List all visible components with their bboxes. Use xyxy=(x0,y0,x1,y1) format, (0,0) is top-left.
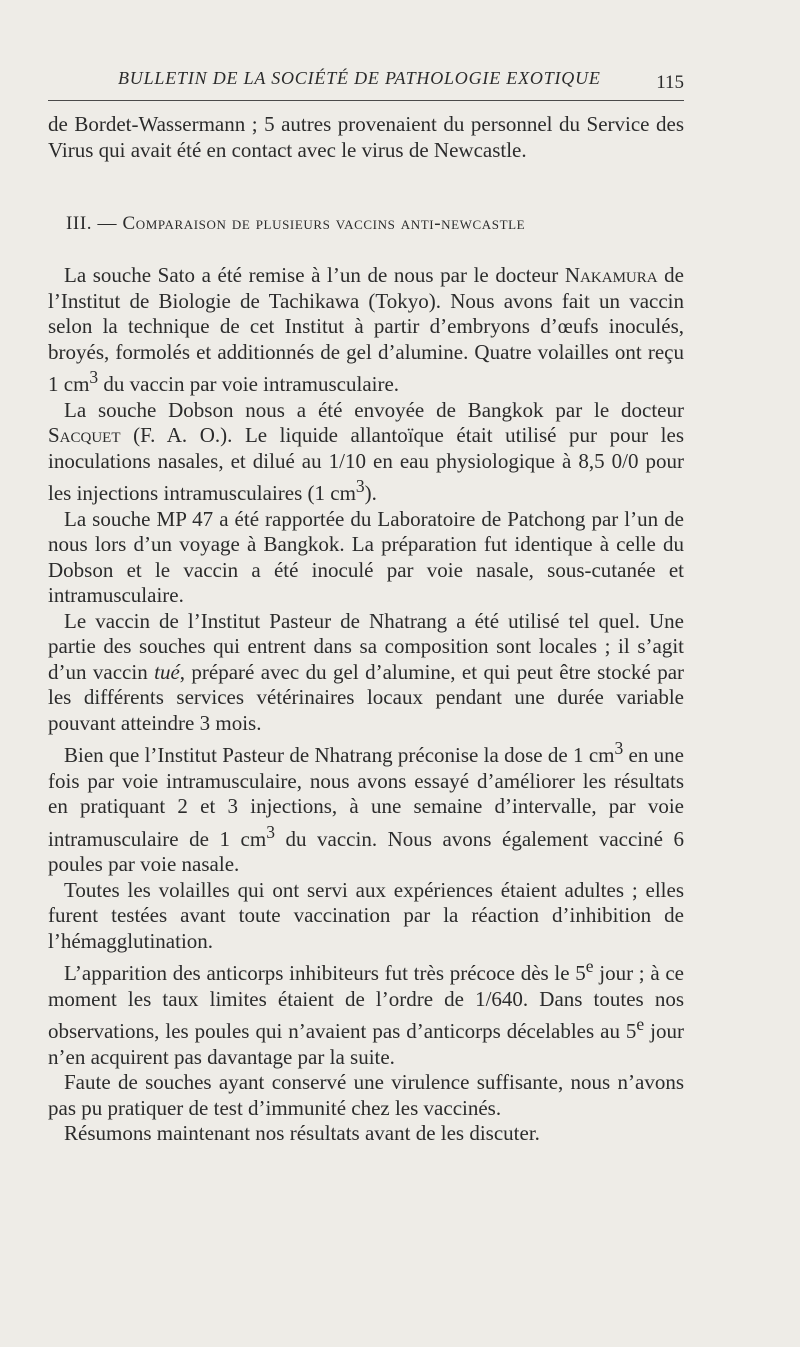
text-run: La souche Dobson nous a été envoyée de Bangkok par le docteur xyxy=(64,397,684,422)
text-run: jour ; à ce moment les taux limites étaient de l’ordre de 1/640. Dans toutes nos observations, les poules qui n’avaient pas d’anticorps décelables au 5 xyxy=(48,961,684,1043)
text-run: Bien que l’Institut Pasteur de Nhatrang préconise la dose de 1 cm xyxy=(64,743,615,767)
text-run: de l’Institut de Biologie de Tachikawa (Tokyo). Nous avons fait un vaccin selon la technique de cet Institut à partir d’embryons d’œufs inoculés, broyés, formolés et additionnés de gel d’alumine. Quatre volailles ont reçu 1 cm xyxy=(48,263,684,396)
text-run: ). xyxy=(364,481,377,505)
text-run: L’apparition des anticorps inhibiteurs fut très précoce dès le 5 xyxy=(64,961,586,985)
text-run: jour n’en acquirent pas davantage par la suite. xyxy=(48,1019,684,1069)
paragraph-immunity: Faute de souches ayant conservé une virulence suffisante, nous n’avons pas pu pratiquer de test d’immunité chez les vaccinés. xyxy=(48,1070,684,1120)
section-heading xyxy=(66,211,684,237)
continuation-paragraph: de Bordet-Wassermann ; 5 autres provenaient du personnel du Service des Virus qui avait été en contact avec le virus de Newcastle. xyxy=(48,112,684,162)
page-number: 115 xyxy=(656,72,684,93)
text-run: du vaccin. Nous avons également vacciné 6 poules par voie nasale. xyxy=(48,826,684,876)
section-number: III. — xyxy=(66,213,123,234)
emphasis: tué xyxy=(154,659,180,684)
text-run: La souche Sato a été remise à l’un de nous par le docteur xyxy=(64,263,565,287)
paragraph-summary: Résumons maintenant nos résultats avant de les discuter. xyxy=(64,1121,540,1145)
paragraph-sato xyxy=(48,263,684,398)
text-run: Le vaccin de l’Institut Pasteur de Nhatrang a été utilisé tel quel. Une partie des souches qui entrent dans sa composition sont locales ; il s’agit d’un vaccin xyxy=(48,608,684,684)
text-run: du vaccin par voie intramusculaire. xyxy=(98,372,400,396)
section-title: Comparaison de plusieurs vaccins anti-newcastle xyxy=(122,213,526,234)
text-run: en une fois par voie intramusculaire, nous avons essayé d’améliorer les résultats en pratiquant 2 et 3 injections, à une semaine d’intervalle, par voie intramusculaire de 1 cm xyxy=(48,743,684,851)
paragraph-dosage xyxy=(48,736,684,878)
superscript: 3 xyxy=(614,738,624,758)
paragraph-dobson xyxy=(48,398,684,507)
paragraph-mp47: La souche MP 47 a été rapportée du Laboratoire de Patchong par l’un de nous lors d’un voyage à Bangkok. La préparation fut identique à celle du Dobson et le vaccin a été inoculé par voie nasale, sous-cutanée et intramusculaire. xyxy=(48,506,684,607)
author-name: Sacquet xyxy=(48,423,121,447)
author-name: Nakamura xyxy=(564,263,658,287)
text-run: , préparé avec du gel d’alumine, et qui peut être stocké par les différents services vétérinaires locaux pendant une durée variable pouvant atteindre 3 mois. xyxy=(48,659,685,735)
text-run: (F. A. O.). Le liquide allantoïque était utilisé pur pour les inoculations nasales, et dilué au 1/10 en eau physiologique à 8,5 0/0 pour les injections intramusculaires (1 cm xyxy=(48,423,684,505)
paragraph-antibodies xyxy=(48,954,684,1070)
article-body xyxy=(48,112,684,1147)
superscript: 3 xyxy=(89,367,99,387)
paragraph-nhatrang xyxy=(48,609,684,737)
running-header xyxy=(48,64,684,101)
superscript: 3 xyxy=(266,821,275,842)
paragraph-testing: Toutes les volailles qui ont servi aux expériences étaient adultes ; elles furent testées avant toute vaccination par la réaction d’inhibition de l’hémagglutination. xyxy=(48,877,684,953)
superscript: 3 xyxy=(355,476,365,496)
journal-title: BULLETIN DE LA SOCIÉTÉ DE PATHOLOGIE EXOTIQUE xyxy=(118,68,601,88)
superscript: e xyxy=(585,956,594,976)
superscript: e xyxy=(636,1014,645,1034)
